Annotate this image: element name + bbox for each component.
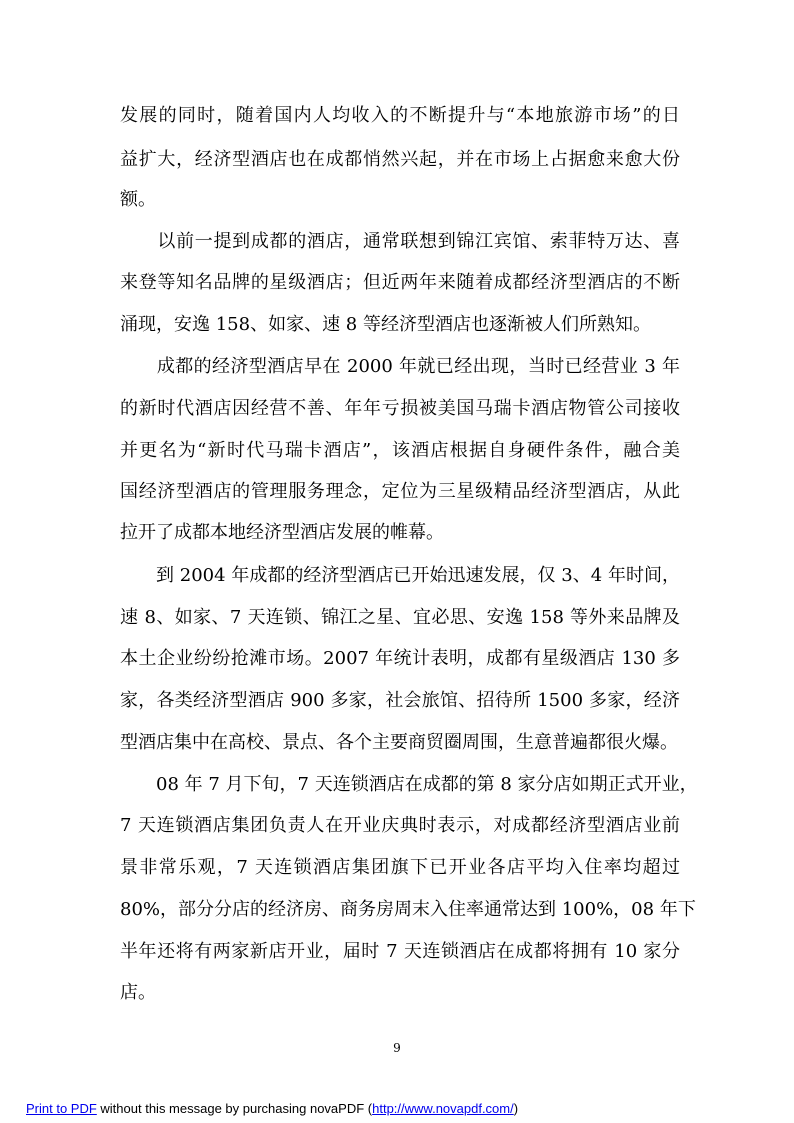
body-line-13: 速 8、如家、7 天连锁、锦江之星、宜必思、安逸 158 等外来品牌及 <box>120 607 680 628</box>
print-to-pdf-footer <box>26 1100 518 1118</box>
body-line-5: 来登等知名品牌的星级酒店；但近两年来随着成都经济型酒店的不断 <box>120 272 680 293</box>
body-line-18: 7 天连锁酒店集团负责人在开业庆典时表示，对成都经济型酒店业前 <box>120 815 680 836</box>
body-line-7: 成都的经济型酒店早在 2000 年就已经出现，当时已经营业 3 年 <box>120 356 680 377</box>
body-line-9: 并更名为“新时代马瑞卡酒店”，该酒店根据自身硬件条件，融合美 <box>120 440 680 461</box>
body-line-17: 08 年 7 月下旬，7 天连锁酒店在成都的第 8 家分店如期正式开业， <box>120 774 698 795</box>
body-line-4: 以前一提到成都的酒店，通常联想到锦江宾馆、索菲特万达、喜 <box>120 231 680 252</box>
body-line-10: 国经济型酒店的管理服务理念，定位为三星级精品经济型酒店，从此 <box>120 481 680 502</box>
body-line-1: 发展的同时，随着国内人均收入的不断提升与“本地旅游市场”的日 <box>120 105 680 126</box>
print-to-pdf-link[interactable]: Print to PDF <box>26 1101 97 1116</box>
body-line-19: 景非常乐观，7 天连锁酒店集团旗下已开业各店平均入住率均超过 <box>120 857 680 878</box>
body-line-2: 益扩大，经济型酒店也在成都悄然兴起，并在市场上占据愈来愈大份 <box>120 149 680 170</box>
body-line-20: 80%，部分分店的经济房、商务房周末入住率通常达到 100%，08 年下 <box>120 899 696 920</box>
body-line-16: 型酒店集中在高校、景点、各个主要商贸圈周围，生意普遍都很火爆。 <box>120 732 678 753</box>
page-number: 9 <box>393 1041 401 1055</box>
body-line-6: 涌现，安逸 158、如家、速 8 等经济型酒店也逐渐被人们所熟知。 <box>120 314 651 335</box>
body-line-14: 本土企业纷纷抢滩市场。2007 年统计表明，成都有星级酒店 130 多 <box>120 648 680 669</box>
body-line-11: 拉开了成都本地经济型酒店发展的帷幕。 <box>120 522 444 543</box>
body-line-21: 半年还将有两家新店开业，届时 7 天连锁酒店在成都将拥有 10 家分 <box>120 941 680 962</box>
novapdf-url-link[interactable]: http://www.novapdf.com/ <box>372 1101 514 1116</box>
body-line-8: 的新时代酒店因经营不善、年年亏损被美国马瑞卡酒店物管公司接收 <box>120 398 680 419</box>
body-line-12: 到 2004 年成都的经济型酒店已开始迅速发展，仅 3、4 年时间， <box>120 565 680 586</box>
footer-end-text: ) <box>513 1101 519 1116</box>
body-line-15: 家，各类经济型酒店 900 多家，社会旅馆、招待所 1500 多家，经济 <box>120 690 680 711</box>
body-line-3: 额。 <box>120 189 156 210</box>
body-line-22: 店。 <box>120 982 156 1003</box>
footer-middle-text: without this message by purchasing novaPDF ( <box>96 1101 373 1116</box>
